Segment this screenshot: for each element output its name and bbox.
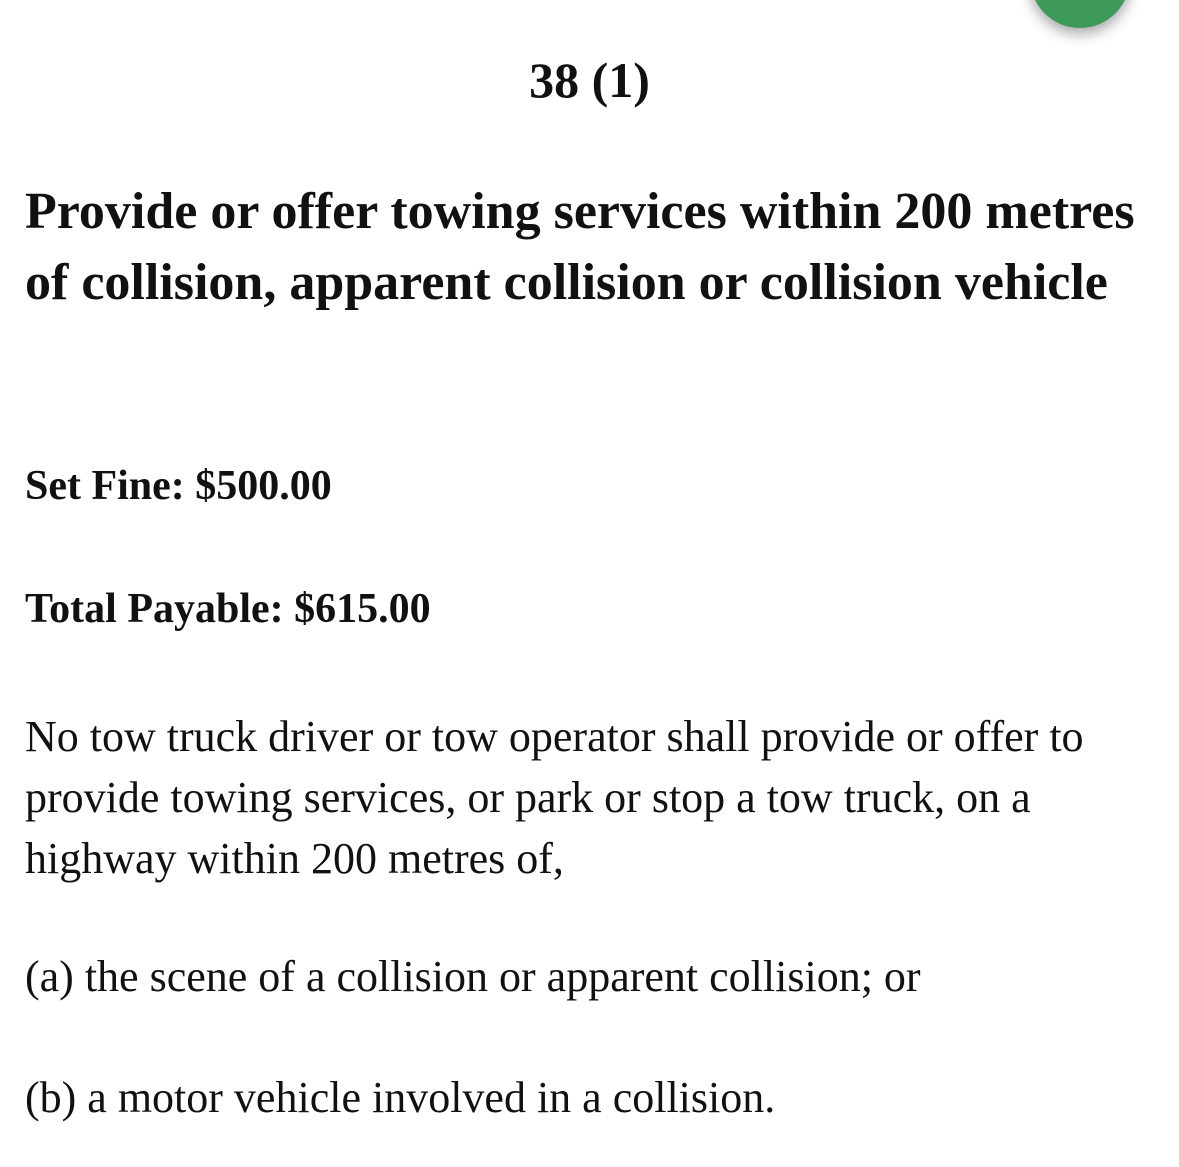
floating-action-button[interactable]: [1030, 0, 1130, 28]
offence-title: Provide or offer towing services within 200 metres of collision, apparent collision or collision vehicle: [25, 183, 1135, 311]
clause-b: (b) a motor vehicle involved in a collision.: [25, 1073, 776, 1122]
offence-description: No tow truck driver or tow operator shall provide or offer to provide towing services, or park or stop a tow truck, on a highway within 200 metres of,: [25, 712, 1084, 883]
total-payable: Total Payable: $615.00: [25, 586, 431, 632]
section-number: 38 (1): [529, 52, 650, 108]
clause-a: (a) the scene of a collision or apparent collision; or: [25, 952, 921, 1001]
set-fine: Set Fine: $500.00: [25, 463, 332, 509]
